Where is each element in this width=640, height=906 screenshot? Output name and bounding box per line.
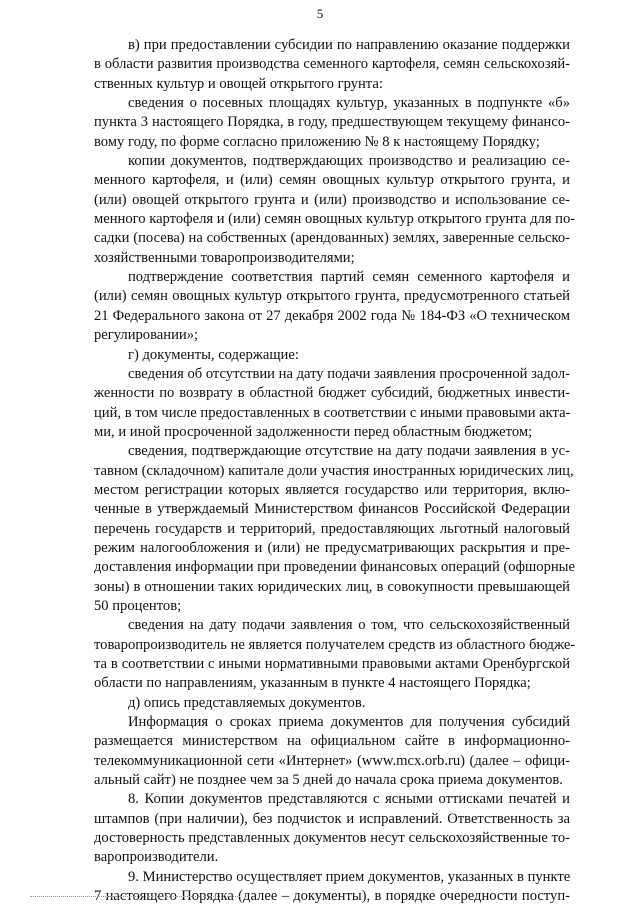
- text-line: ченные в утверждаемый Министерством финансов Российской Федерации: [94, 501, 570, 518]
- text-line: доставления информации при проведении финансовых операций (офшорные: [94, 559, 575, 576]
- text-line: женности по возврату в областной бюджет субсидий, бюджетных инвести-: [94, 385, 570, 402]
- text-line: перечень государств и территорий, предоставляющих льготный налоговый: [94, 520, 570, 537]
- text-line: штампов (при наличии), без подчисток и исправлений. Ответственность за: [94, 810, 570, 827]
- text-line: зоны) в отношении таких юридических лиц, в совокупности превышающей: [94, 578, 570, 595]
- text-line: местом регистрации которых является государство или территория, вклю-: [94, 481, 570, 498]
- text-line: 7 настоящего Порядка (далее – документы), в порядке очередности поступ-: [94, 888, 570, 905]
- text-line: (или) семян овощных культур открытого грунта, предусмотренного статьей: [94, 288, 570, 305]
- text-line: г) документы, содержащие:: [128, 346, 299, 363]
- text-line: в области развития производства семенного картофеля, семян сельскохозяй-: [94, 56, 570, 73]
- text-line: та в соответствии с иными нормативными правовыми актами Оренбургской: [94, 656, 570, 672]
- text-line: пункта 3 настоящего Порядка, в году, предшествующем текущему финансо-: [94, 114, 570, 131]
- text-line: достоверность представленных документов несут сельскохозяйственные то-: [94, 830, 570, 847]
- text-line: 21 Федерального закона от 27 декабря 2002 года № 184-ФЗ «О техническом: [94, 307, 570, 324]
- text-line: варопроизводители.: [94, 849, 219, 866]
- text-line: подтверждение соответствия партий семян семенного картофеля и: [128, 269, 570, 286]
- text-line: 9. Министерство осуществляет прием документов, указанных в пункте: [128, 868, 571, 885]
- text-line: менного картофеля и (или) семян овощных культур открытого грунта для по-: [94, 211, 576, 228]
- text-line: сведения о посевных площадях культур, указанных в подпункте «б»: [128, 95, 570, 112]
- text-line: (или) овощей открытого грунта и (или) производство и использование се-: [94, 191, 570, 208]
- document-body: [94, 36, 576, 906]
- text-line: вому году, по форме согласно приложению № 8 к настоящему Порядку;: [94, 133, 540, 150]
- text-line: сведения, подтверждающие отсутствие на дату подачи заявления в ус-: [128, 443, 570, 460]
- text-line: ственных культур и овощей открытого грунта:: [94, 75, 383, 92]
- text-line: области по направлениям, указанным в пункте 4 настоящего Порядка;: [94, 675, 531, 692]
- text-line: 8. Копии документов представляются с ясными оттисками печатей и: [128, 791, 570, 808]
- text-line: товаропроизводитель не является получателем средств из областного бюдже-: [94, 636, 576, 653]
- text-line: регулировании»;: [94, 327, 199, 344]
- text-line: д) опись представляемых документов.: [128, 694, 366, 711]
- text-line: ций, в том числе предоставленных в соответствии с иными правовыми акта-: [94, 404, 571, 421]
- text-line: ми, и иной просроченной задолженности перед областным бюджетом;: [94, 423, 533, 440]
- text-line: телекоммуникационной сети «Интернет» (www.mcx.orb.ru) (далее – офици-: [94, 752, 570, 769]
- text-line: альный сайт) не позднее чем за 5 дней до начала срока приема документов.: [94, 772, 563, 789]
- text-line: Информация о сроках приема документов для получения субсидий: [128, 714, 570, 731]
- text-line: в) при предоставлении субсидии по направлению оказание поддержки: [128, 37, 570, 53]
- text-line: садки (посева) на собственных (арендованных) землях, заверенные сельско-: [94, 230, 570, 247]
- text-line: хозяйственными товаропроизводителями;: [94, 249, 355, 266]
- text-line: размещается министерством на официальном сайте в информационно-: [94, 733, 570, 750]
- text-line: сведения на дату подачи заявления о том, что сельскохозяйственный: [128, 617, 570, 634]
- scan-edge-mark: [30, 896, 240, 898]
- text-line: режим налогообложения и (или) не предусматривающих раскрытия и пре-: [94, 539, 570, 556]
- text-line: тавном (складочном) капитале доли участия иностранных юридических лиц,: [94, 462, 574, 479]
- text-line: сведения об отсутствии на дату подачи заявления просроченной задол-: [128, 365, 570, 382]
- text-line: копии документов, подтверждающих производство и реализацию се-: [128, 153, 570, 170]
- text-line: менного картофеля, и (или) семян овощных культур открытого грунта, и: [94, 172, 570, 189]
- page-number: 5: [316, 6, 324, 21]
- text-line: 50 процентов;: [94, 597, 182, 614]
